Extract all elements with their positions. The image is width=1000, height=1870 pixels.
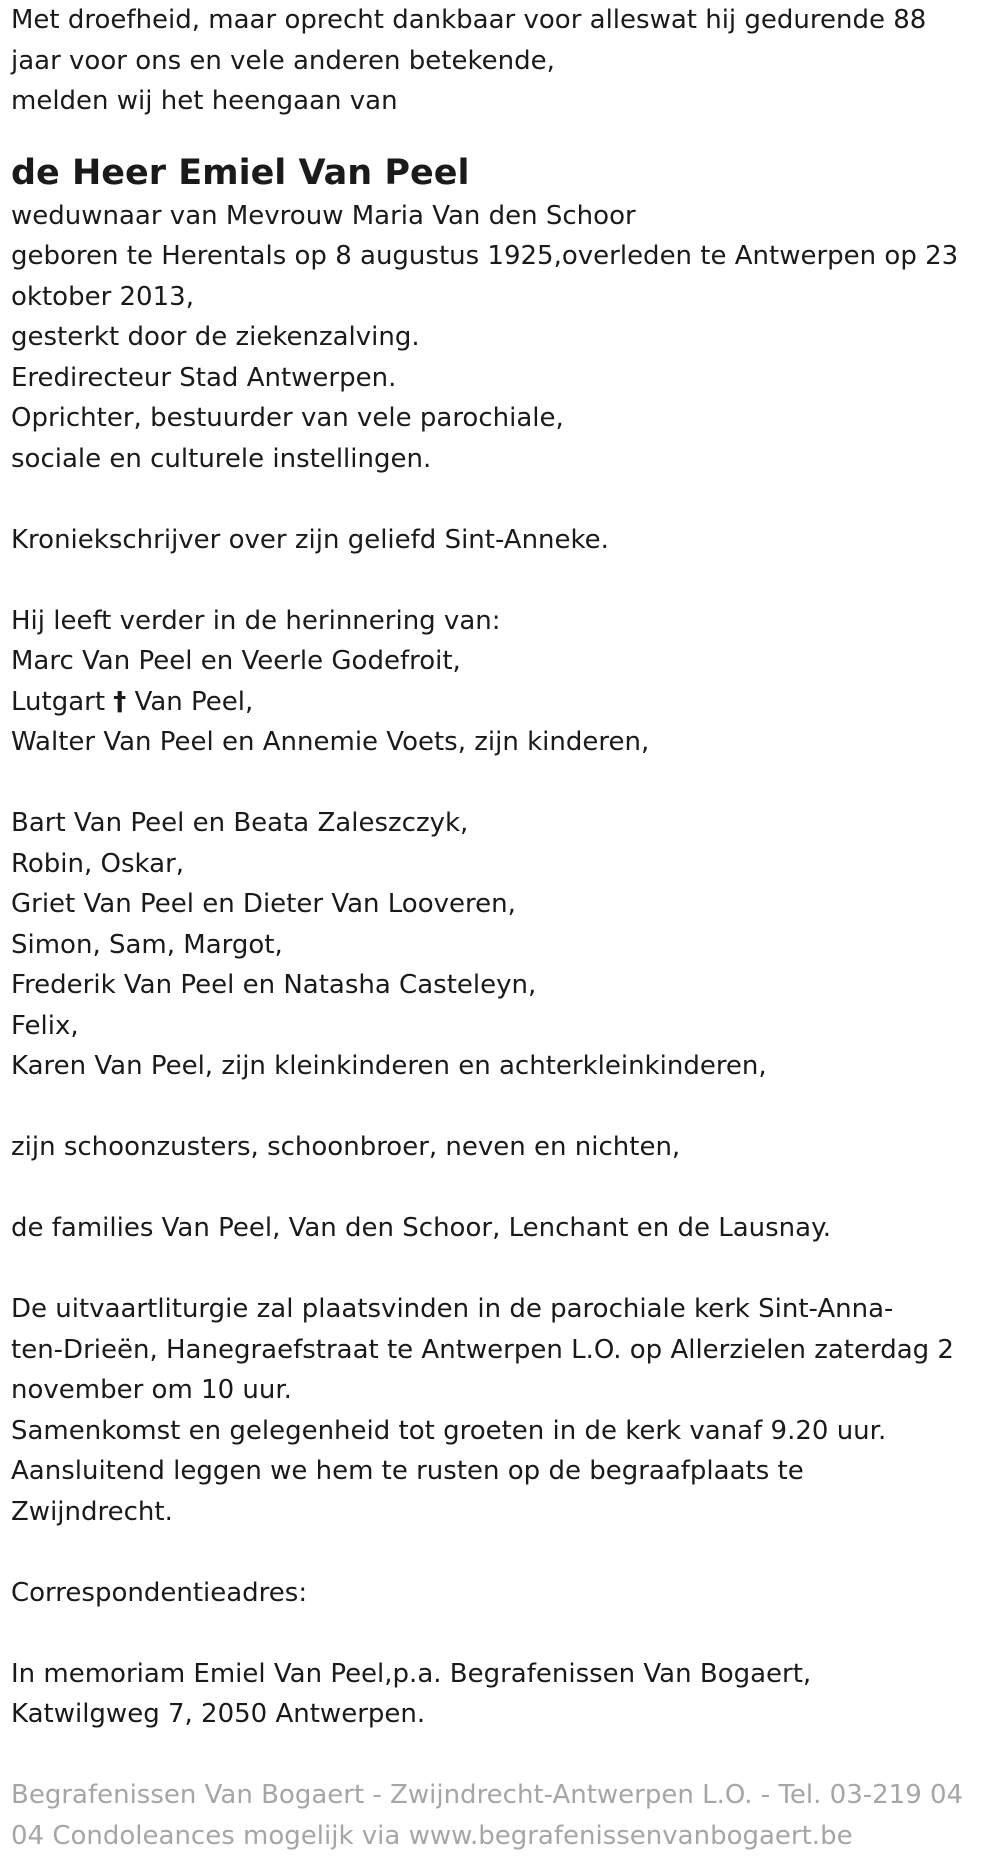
children-section [11, 601, 990, 763]
intro-line: melden wij het heengaan van [11, 86, 398, 116]
families-text: de families Van Peel, Van den Schoor, Lenchant en de Lausnay. [11, 1213, 832, 1243]
grandchild-line: Frederik Van Peel en Natasha Casteleyn, [11, 970, 537, 1000]
biography-line: gesterkt door de ziekenzalving. [11, 322, 420, 352]
address-line: In memoriam Emiel Van Peel,p.a. Begrafenissen Van Bogaert, [11, 1658, 812, 1689]
intro-line: Met droefheid, maar oprecht dankbaar voor alleswat hij gedurende 88 [11, 5, 927, 35]
children-intro: Hij leeft verder in de herinnering van: [11, 605, 501, 636]
biography-line: Oprichter, bestuurder van vele parochiale, [11, 403, 564, 433]
grandchild-line: Robin, Oskar, [11, 848, 185, 879]
address-line: Katwilgweg 7, 2050 Antwerpen. [11, 1699, 426, 1729]
biography [11, 196, 990, 480]
funeral-info [11, 1289, 990, 1532]
spacer [11, 560, 990, 601]
child-name: Lutgart [11, 686, 106, 717]
in-laws-text: zijn schoonzusters, schoonbroer, neven en nichten, [11, 1132, 681, 1162]
grandchild-line: Simon, Sam, Margot, [11, 929, 283, 960]
spacer [11, 1613, 990, 1654]
spacer [11, 1249, 990, 1290]
grandchild-line: Bart Van Peel en Beata Zaleszczyk, [11, 808, 469, 838]
grandchildren-section [11, 803, 990, 1087]
biography-line: weduwnaar van Mevrouw Maria Van den Schoor [11, 200, 636, 231]
cross-icon: † [113, 686, 127, 717]
grandchild-line: Griet Van Peel en Dieter Van Looveren, [11, 889, 516, 919]
funeral-line: Samenkomst en gelegenheid tot groeten in de kerk vanaf 9.20 uur. [11, 1415, 887, 1446]
funeral-line: De uitvaartliturgie zal plaatsvinden in de parochiale kerk Sint-Anna- [11, 1294, 894, 1324]
footer-line: 04 Condoleances mogelijk via www.begrafenissenvanbogaert.be [11, 1820, 853, 1851]
funeral-line: Aansluitend leggen we hem te rusten op de begraafplaats te [11, 1456, 804, 1486]
grandchild-line: Karen Van Peel, zijn kleinkinderen en achterkleinkinderen, [11, 1051, 767, 1081]
funeral-line: ten-Drieën, Hanegraefstraat te Antwerpen L.O. op Allerzielen zaterdag 2 [11, 1334, 954, 1365]
funeral-line: november om 10 uur. [11, 1375, 292, 1405]
footer [11, 1775, 990, 1856]
spacer [11, 1087, 990, 1128]
child-line: Marc Van Peel en Veerle Godefroit, [11, 646, 461, 676]
spacer [11, 763, 990, 804]
spacer [11, 122, 990, 144]
intro-line: jaar voor ons en vele anderen betekende, [11, 45, 555, 76]
correspondence-label: Correspondentieadres: [11, 1577, 308, 1608]
deceased-name: de Heer Emiel Van Peel [11, 152, 470, 193]
child-line [11, 682, 990, 723]
child-surname: Van Peel, [134, 686, 254, 717]
spacer [11, 479, 990, 520]
biography-line: geboren te Herentals op 8 augustus 1925,overleden te Antwerpen op 23 [11, 241, 959, 271]
child-line: Walter Van Peel en Annemie Voets, zijn kinderen, [11, 727, 650, 757]
intro-text [11, 0, 990, 122]
grandchild-line: Felix, [11, 1010, 79, 1041]
spacer [11, 1735, 990, 1776]
biography-line: sociale en culturele instellingen. [11, 443, 432, 474]
spacer [11, 1532, 990, 1573]
correspondence-address [11, 1654, 990, 1735]
biography-line: Eredirecteur Stad Antwerpen. [11, 362, 397, 393]
chronicler-text: Kroniekschrijver over zijn geliefd Sint-Anneke. [11, 524, 609, 555]
funeral-line: Zwijndrecht. [11, 1496, 173, 1527]
biography-line: oktober 2013, [11, 281, 194, 312]
spacer [11, 1168, 990, 1209]
footer-line: Begrafenissen Van Bogaert - Zwijndrecht-Antwerpen L.O. - Tel. 03-219 04 [11, 1780, 964, 1810]
